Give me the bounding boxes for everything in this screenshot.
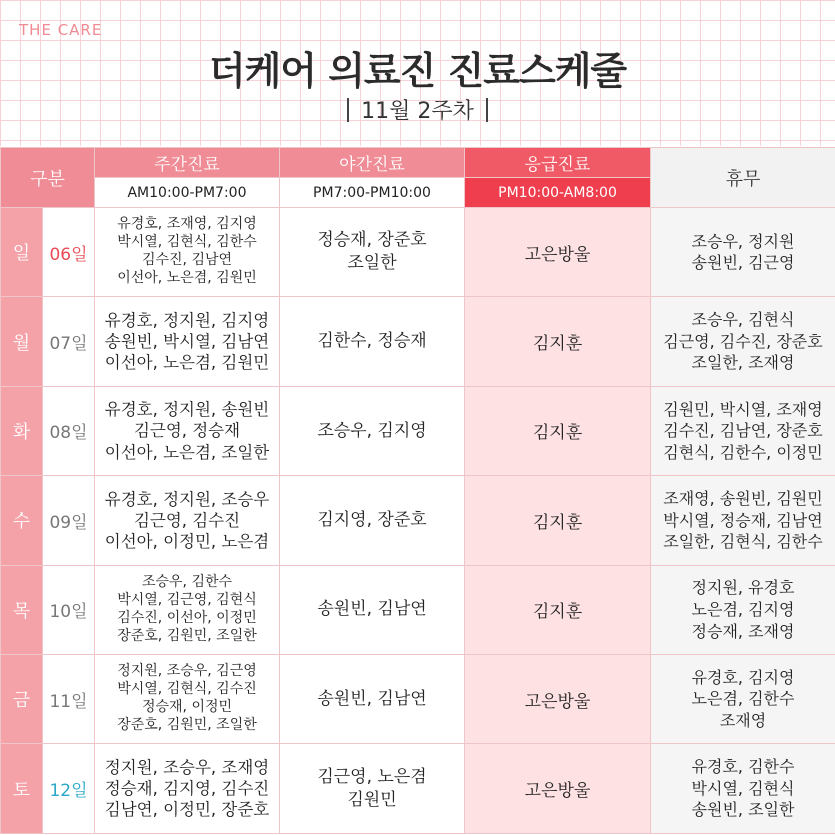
off-staff bbox=[651, 565, 835, 654]
staff-line: 김현식, 김한수, 이정민 bbox=[663, 442, 823, 462]
emergency-shift-staff: 김지훈 bbox=[465, 297, 651, 386]
table-row bbox=[1, 654, 835, 743]
staff-line: 박시열, 정승재, 김남연 bbox=[663, 510, 823, 530]
emergency-shift-staff: 고은방울 bbox=[465, 208, 651, 297]
date-label: 07일 bbox=[43, 297, 95, 386]
staff-line: 정지원, 조승우, 조재영 bbox=[104, 757, 270, 777]
off-staff bbox=[651, 744, 835, 833]
night-shift-staff bbox=[280, 565, 465, 654]
page-subtitle bbox=[0, 94, 835, 125]
staff-line: 김수진, 김남연, 장준호 bbox=[663, 421, 823, 441]
staff-line: 조일한 bbox=[347, 253, 397, 274]
night-shift-staff bbox=[280, 744, 465, 833]
staff-line: 유경호, 김지영 bbox=[691, 667, 795, 687]
day-of-week: 월 bbox=[1, 297, 43, 386]
staff-line: 장준호, 김원민, 조일한 bbox=[117, 717, 257, 734]
staff-line: 이선아, 노은겸, 김원민 bbox=[104, 353, 270, 373]
header-grid-background bbox=[0, 0, 835, 146]
off-staff bbox=[651, 476, 835, 565]
emergency-shift-staff: 고은방울 bbox=[465, 744, 651, 833]
staff-line: 김수진, 김남연 bbox=[141, 252, 233, 269]
staff-line: 김원민 bbox=[347, 789, 397, 810]
date-label: 12일 bbox=[43, 744, 95, 833]
staff-line: 김근영, 노은겸 bbox=[317, 766, 427, 787]
header-emergency-shift: 응급진료 bbox=[465, 148, 651, 178]
date-label: 06일 bbox=[43, 208, 95, 297]
staff-line: 유경호, 정지원, 김지영 bbox=[104, 310, 270, 330]
staff-line: 송원빈, 조일한 bbox=[691, 800, 795, 820]
week-label: 11월 2주차 bbox=[361, 99, 474, 124]
day-shift-staff bbox=[95, 208, 280, 297]
header-gubun: 구분 bbox=[1, 148, 95, 208]
day-of-week: 금 bbox=[1, 654, 43, 743]
staff-line: 조재영 bbox=[719, 710, 767, 730]
day-shift-staff bbox=[95, 654, 280, 743]
emergency-shift-staff: 김지훈 bbox=[465, 386, 651, 475]
staff-line: 정승재, 이정민 bbox=[141, 699, 233, 716]
date-label: 11일 bbox=[43, 654, 95, 743]
table-row bbox=[1, 386, 835, 475]
date-label: 08일 bbox=[43, 386, 95, 475]
staff-line: 송원빈, 김남연 bbox=[317, 599, 427, 620]
staff-line: 김근영, 김수진 bbox=[133, 510, 241, 530]
staff-line: 정지원, 조승우, 김근영 bbox=[117, 663, 257, 680]
table-row bbox=[1, 297, 835, 386]
day-shift-staff bbox=[95, 386, 280, 475]
staff-line: 조승우, 김한수 bbox=[141, 573, 233, 590]
emergency-shift-time: PM10:00-AM8:00 bbox=[465, 178, 651, 208]
night-shift-staff bbox=[280, 476, 465, 565]
staff-line: 조승우, 김현식 bbox=[691, 310, 795, 330]
day-shift-time: AM10:00-PM7:00 bbox=[95, 178, 280, 208]
day-shift-staff bbox=[95, 297, 280, 386]
staff-line: 송원빈, 박시열, 김남연 bbox=[104, 332, 270, 352]
staff-line: 조승우, 김지영 bbox=[317, 420, 427, 441]
staff-line: 김원민, 박시열, 조재영 bbox=[663, 399, 823, 419]
staff-line: 김남연, 이정민, 장준호 bbox=[104, 800, 270, 820]
staff-line: 김근영, 김수진, 장준호 bbox=[663, 331, 823, 351]
staff-line: 이선아, 노은겸, 조일한 bbox=[104, 442, 270, 462]
staff-line: 유경호, 정지원, 조승우 bbox=[104, 489, 270, 509]
night-shift-time: PM7:00-PM10:00 bbox=[280, 178, 465, 208]
staff-line: 유경호, 조재영, 김지영 bbox=[117, 216, 257, 233]
off-staff bbox=[651, 208, 835, 297]
table-row bbox=[1, 208, 835, 297]
staff-line: 김한수, 정승재 bbox=[317, 331, 427, 352]
header-day-shift: 주간진료 bbox=[95, 148, 280, 178]
table-row bbox=[1, 744, 835, 833]
staff-line: 정승재, 김지영, 김수진 bbox=[104, 778, 270, 798]
divider-right bbox=[486, 98, 488, 122]
staff-line: 이선아, 노은겸, 김원민 bbox=[117, 270, 257, 287]
divider-left bbox=[347, 98, 349, 122]
staff-line: 박시열, 김현식, 김수진 bbox=[117, 681, 257, 698]
staff-line: 김근영, 정승재 bbox=[133, 421, 241, 441]
night-shift-staff bbox=[280, 208, 465, 297]
off-staff bbox=[651, 654, 835, 743]
staff-line: 송원빈, 김남연 bbox=[317, 688, 427, 709]
staff-line: 노은겸, 김지영 bbox=[691, 599, 795, 619]
staff-line: 조승우, 정지원 bbox=[691, 231, 795, 251]
staff-line: 박시열, 김현식, 김한수 bbox=[117, 234, 257, 251]
day-shift-staff bbox=[95, 476, 280, 565]
off-staff bbox=[651, 297, 835, 386]
day-of-week: 수 bbox=[1, 476, 43, 565]
staff-line: 송원빈, 김근영 bbox=[691, 253, 795, 273]
staff-line: 김수진, 이선아, 이정민 bbox=[117, 609, 257, 626]
date-label: 09일 bbox=[43, 476, 95, 565]
table-row bbox=[1, 565, 835, 654]
staff-line: 장준호, 김원민, 조일한 bbox=[117, 627, 257, 644]
staff-line: 조재영, 송원빈, 김원민 bbox=[663, 488, 823, 508]
day-shift-staff bbox=[95, 565, 280, 654]
schedule-body bbox=[1, 208, 835, 834]
day-shift-staff bbox=[95, 744, 280, 833]
day-of-week: 일 bbox=[1, 208, 43, 297]
day-of-week: 토 bbox=[1, 744, 43, 833]
table-row bbox=[1, 476, 835, 565]
staff-line: 김지영, 장준호 bbox=[317, 509, 427, 530]
header-off: 휴무 bbox=[651, 148, 835, 208]
staff-line: 정승재, 조재영 bbox=[691, 621, 795, 641]
day-of-week: 화 bbox=[1, 386, 43, 475]
night-shift-staff bbox=[280, 654, 465, 743]
emergency-shift-staff: 김지훈 bbox=[465, 476, 651, 565]
staff-line: 유경호, 정지원, 송원빈 bbox=[104, 400, 270, 420]
staff-line: 조일한, 김현식, 김한수 bbox=[663, 532, 823, 552]
staff-line: 유경호, 김한수 bbox=[691, 757, 795, 777]
staff-line: 정지원, 유경호 bbox=[691, 578, 795, 598]
staff-line: 노은겸, 김한수 bbox=[691, 689, 795, 709]
staff-line: 조일한, 조재영 bbox=[691, 353, 795, 373]
night-shift-staff bbox=[280, 386, 465, 475]
staff-line: 박시열, 김근영, 김현식 bbox=[117, 591, 257, 608]
off-staff bbox=[651, 386, 835, 475]
day-of-week: 목 bbox=[1, 565, 43, 654]
staff-line: 이선아, 이정민, 노은겸 bbox=[104, 531, 270, 551]
staff-line: 정승재, 장준호 bbox=[317, 230, 427, 251]
brand-logo: THE CARE bbox=[19, 21, 103, 39]
date-label: 10일 bbox=[43, 565, 95, 654]
header-night-shift: 야간진료 bbox=[280, 148, 465, 178]
staff-line: 박시열, 김현식 bbox=[691, 778, 795, 798]
night-shift-staff bbox=[280, 297, 465, 386]
page-title: 더케어 의료진 진료스케줄 bbox=[208, 49, 627, 93]
emergency-shift-staff: 김지훈 bbox=[465, 565, 651, 654]
schedule-table bbox=[0, 147, 835, 834]
emergency-shift-staff: 고은방울 bbox=[465, 654, 651, 743]
